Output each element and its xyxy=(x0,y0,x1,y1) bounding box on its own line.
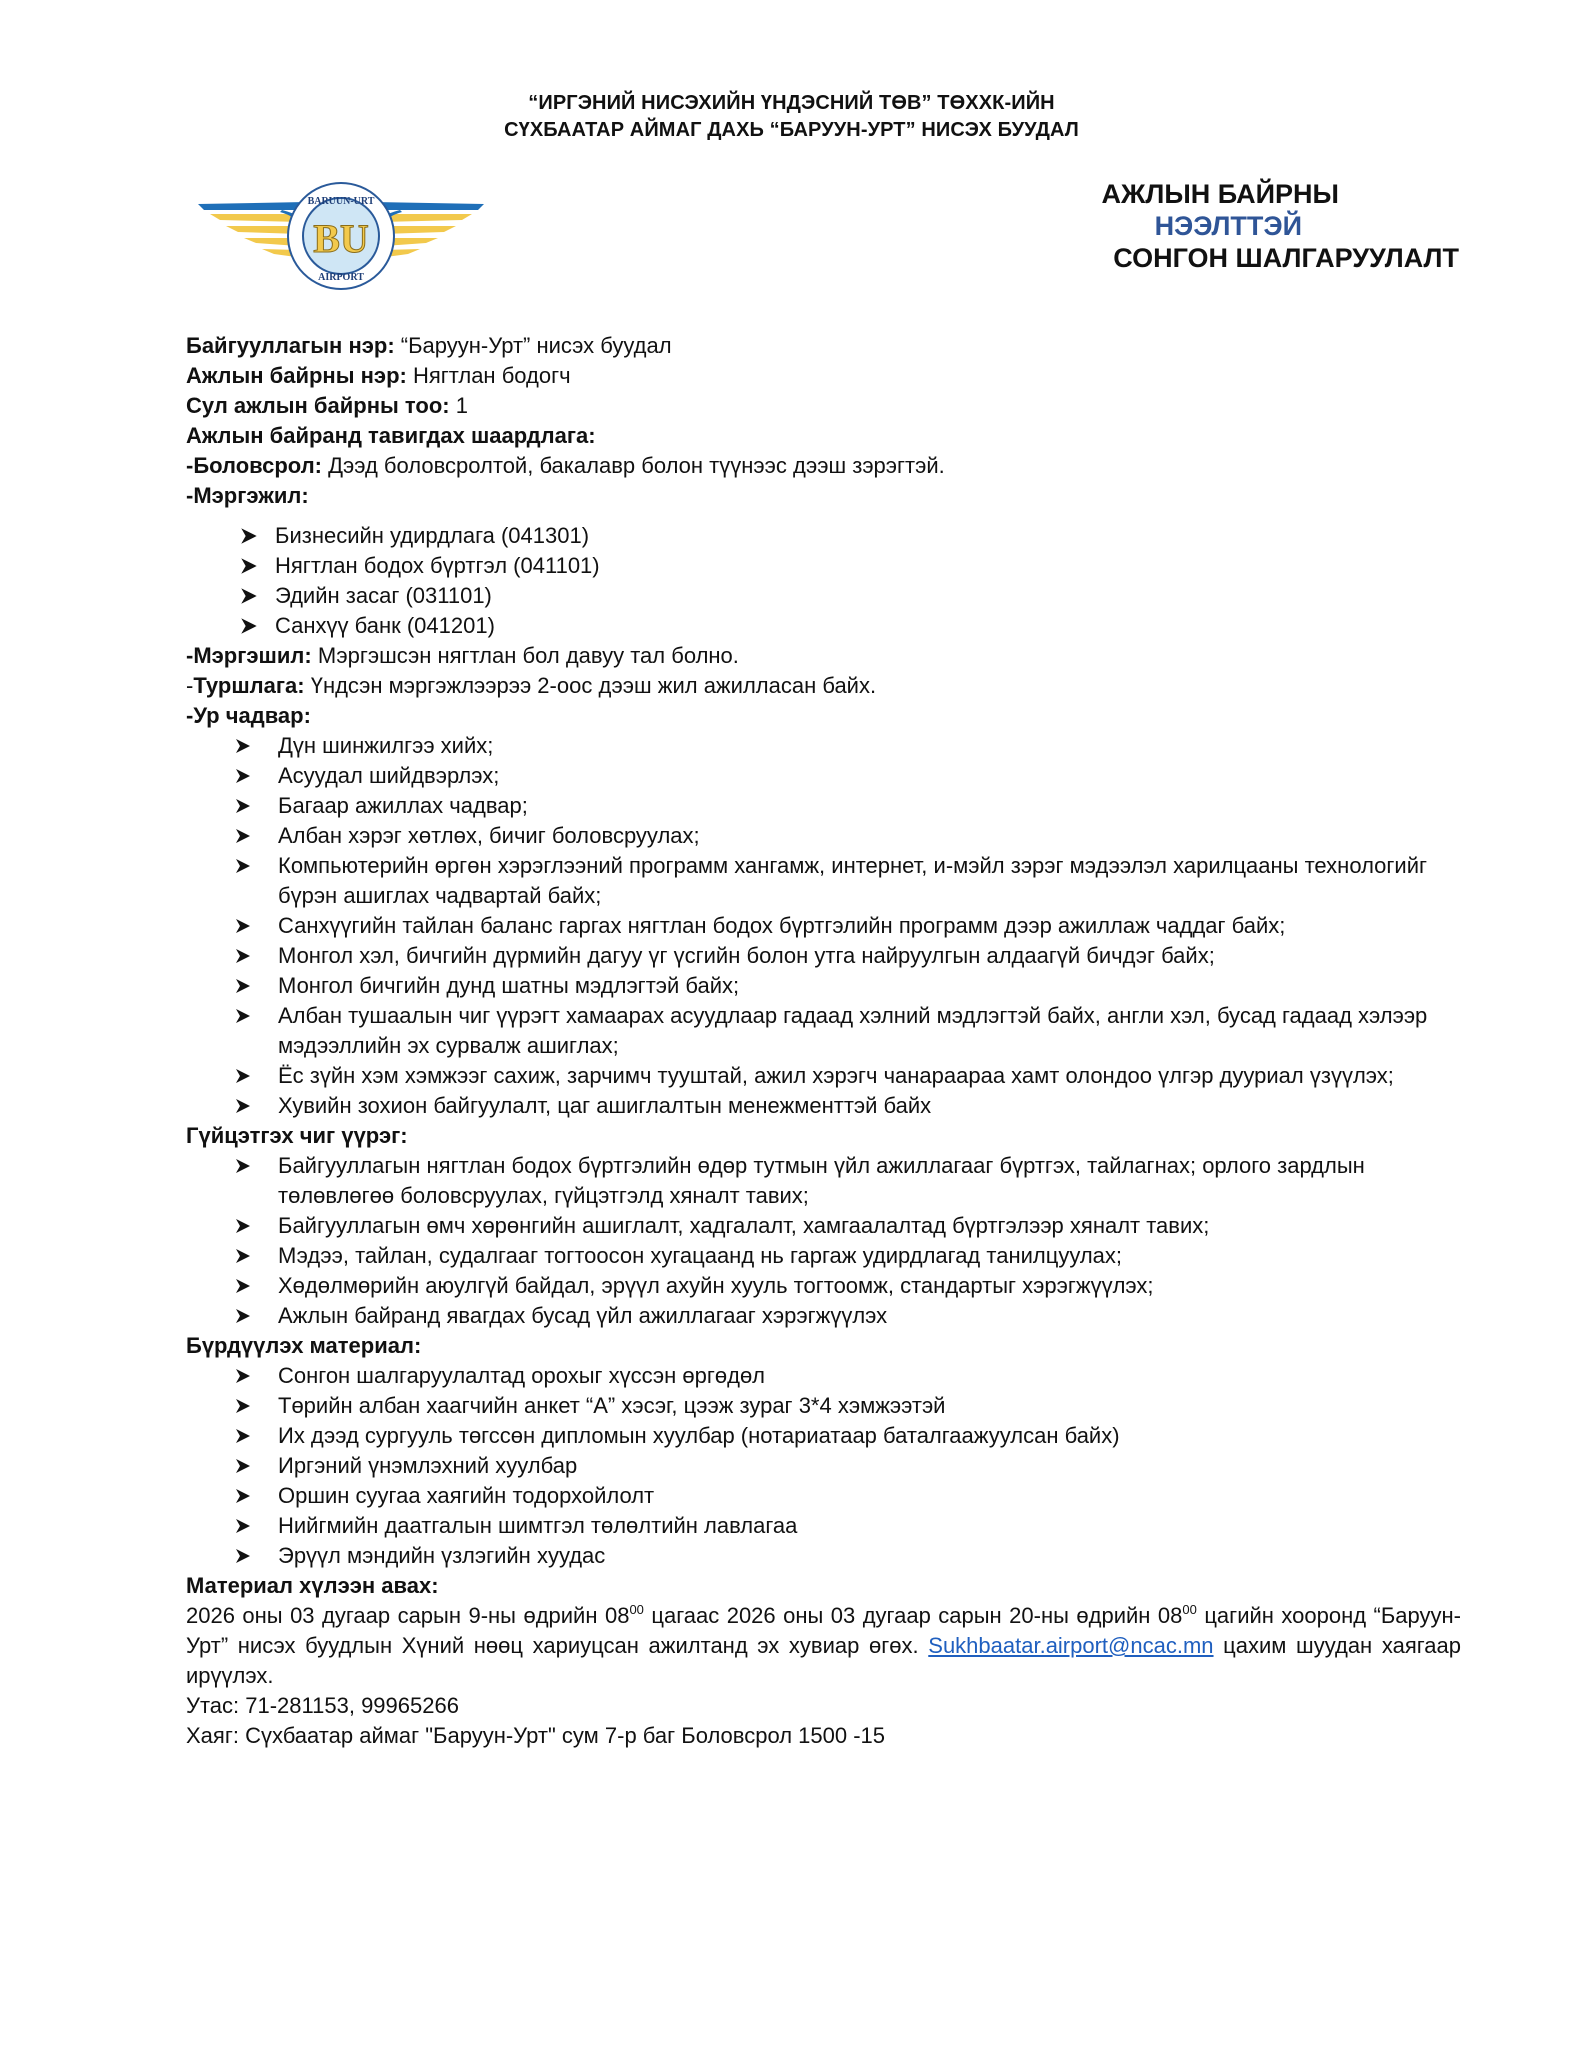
arrowhead-bullet-icon xyxy=(233,1211,253,1241)
vacancy-value: 1 xyxy=(449,393,468,418)
experience-row: -Туршлага: Үндсэн мэргэжлээрээ 2-оос дээш жил ажилласан байх. xyxy=(186,673,877,698)
arrowhead-bullet-icon xyxy=(233,821,253,851)
materials-list xyxy=(186,1361,1461,1571)
duties-list xyxy=(186,1151,1461,1331)
svg-text:BARUUN-URT: BARUUN-URT xyxy=(307,196,375,207)
list-item: Эдийн засаг (031101) xyxy=(186,581,1461,611)
arrowhead-bullet-icon xyxy=(233,1061,253,1091)
list-item: Мэдээ, тайлан, судалгааг тогтоосон хугацаанд нь гаргаж удирдлагад танилцуулах; xyxy=(186,1241,1461,1271)
qualification-label: -Мэргэшил: xyxy=(186,643,312,668)
list-item: Албан хэрэг хөтлөх, бичиг боловсруулах; xyxy=(186,821,1461,851)
title-line-1: АЖЛЫН БАЙРНЫ xyxy=(1101,179,1339,209)
email-link[interactable]: Sukhbaatar.airport@ncac.mn xyxy=(928,1633,1214,1658)
duties-heading: Гүйцэтгэх чиг үүрэг: xyxy=(186,1123,408,1148)
education-label: -Боловсрол: xyxy=(186,453,322,478)
arrowhead-bullet-icon xyxy=(233,731,253,761)
arrowhead-bullet-icon xyxy=(239,551,259,581)
requirements-heading: Ажлын байранд тавигдах шаардлага: xyxy=(186,423,596,448)
svg-text:BU: BU xyxy=(313,216,369,261)
list-item: Төрийн албан хаагчийн анкет “А” хэсэг, цээж зураг 3*4 хэмжээтэй xyxy=(186,1391,1461,1421)
title-line-2: НЭЭЛТТЭЙ xyxy=(1154,211,1302,241)
list-item: Санхүүгийн тайлан баланс гаргах нягтлан бодох бүртгэлийн программ дээр ажиллаж чаддаг байх; xyxy=(186,911,1461,941)
list-item: Монгол хэл, бичгийн дүрмийн дагуу үг үсгийн болон утга найруулгын алдаагүй бичдэг байх; xyxy=(186,941,1461,971)
winged-logo-icon xyxy=(196,180,486,292)
list-item: Асуудал шийдвэрлэх; xyxy=(186,761,1461,791)
list-item: Ёс зүйн хэм хэмжээг сахиж, зарчимч тууштай, ажил хэрэгч чанараараа хамт олондоо үлгэр дууриал үзүүлэх; xyxy=(186,1061,1461,1091)
arrowhead-bullet-icon xyxy=(233,851,253,881)
arrowhead-bullet-icon xyxy=(233,761,253,791)
list-item: Монгол бичгийн дунд шатны мэдлэгтэй байх; xyxy=(186,971,1461,1001)
list-item: Байгууллагын нягтлан бодох бүртгэлийн өдөр тутмын үйл ажиллагааг бүртгэх, тайлагнах; орлого зардлын төлөвлөгөө боловсруулах, гүйцэтгэлд хяналт тавих; xyxy=(186,1151,1461,1211)
header-line-2: СҮХБААТАР АЙМАГ ДАХЬ “БАРУУН-УРТ” НИСЭХ БУУДАЛ xyxy=(504,119,1079,141)
phone-line: Утас: 71-281153, 99965266 xyxy=(186,1693,459,1718)
qualification-row xyxy=(186,641,1461,671)
address-line: Хаяг: Сүхбаатар аймаг "Баруун-Урт" сум 7-р баг Боловсрол 1500 -15 xyxy=(186,1723,886,1748)
materials-heading: Бүрдүүлэх материал: xyxy=(186,1333,422,1358)
arrowhead-bullet-icon xyxy=(233,1361,253,1391)
org-name-row xyxy=(186,331,1461,361)
list-item: Компьютерийн өргөн хэрэглээний программ хангамж, интернет, и-мэйл зэрэг мэдээлэл харилцааны технологийг бүрэн ашиглах чадвартай байх; xyxy=(186,851,1461,911)
list-item: Багаар ажиллах чадвар; xyxy=(186,791,1461,821)
arrowhead-bullet-icon xyxy=(233,1481,253,1511)
vacancy-row xyxy=(186,391,1461,421)
position-row xyxy=(186,361,1461,391)
position-value: Нягтлан бодогч xyxy=(406,363,571,388)
list-item: Нийгмийн даатгалын шимтгэл төлөлтийн лавлагаа xyxy=(186,1511,1461,1541)
list-item: Бизнесийн удирдлага (041301) xyxy=(186,521,1461,551)
vacancy-label: Сул ажлын байрны тоо: xyxy=(186,393,450,418)
submission-heading: Материал хүлээн авах: xyxy=(186,1573,439,1598)
arrowhead-bullet-icon xyxy=(239,521,259,551)
profession-list xyxy=(186,521,1461,641)
profession-heading: -Мэргэжил: xyxy=(186,483,309,508)
qualification-value: Мэргэшсэн нягтлан бол давуу тал болно. xyxy=(311,643,739,668)
arrowhead-bullet-icon xyxy=(233,1301,253,1331)
arrowhead-bullet-icon xyxy=(233,791,253,821)
org-name-value: “Баруун-Урт” нисэх буудал xyxy=(394,333,672,358)
skills-heading: -Ур чадвар: xyxy=(186,703,311,728)
list-item: Хөдөлмөрийн аюулгүй байдал, эрүүл ахуйн хууль тогтоомж, стандартыг хэрэгжүүлэх; xyxy=(186,1271,1461,1301)
org-name-label: Байгууллагын нэр: xyxy=(186,333,395,358)
submission-paragraph: 2026 оны 03 дугаар сарын 9-ны өдрийн $08^{00}$ цагаас 2026 оны 03 дугаар сарын 20-ны өдрийн $08^{00}$ цагийн хооронд “Баруун-Урт” нисэх буудлын Хүний нөөц хариуцсан ажилтанд эх хувиар өгөх. Sukhbaatar.airport@ncac.mn цахим шуудан хаягаар ирүүлэх. xyxy=(186,1602,1461,1688)
position-label: Ажлын байрны нэр: xyxy=(186,363,407,388)
list-item: Сонгон шалгаруулалтад орохыг хүссэн өргөдөл xyxy=(186,1361,1461,1391)
arrowhead-bullet-icon xyxy=(233,1511,253,1541)
skills-list xyxy=(186,731,1461,1121)
arrowhead-bullet-icon xyxy=(239,611,259,641)
experience-value: Үндсэн мэргэжлээрээ 2-оос дээш жил ажилласан байх. xyxy=(304,673,877,698)
organization-header xyxy=(0,90,1583,144)
list-item: Оршин суугаа хаягийн тодорхойлолт xyxy=(186,1481,1461,1511)
announcement-title xyxy=(1101,178,1459,274)
title-line-3: СОНГОН ШАЛГАРУУЛАЛТ xyxy=(1113,243,1459,273)
education-row xyxy=(186,451,1461,481)
arrowhead-bullet-icon xyxy=(233,1151,253,1181)
arrowhead-bullet-icon xyxy=(233,1541,253,1571)
arrowhead-bullet-icon xyxy=(233,941,253,971)
list-item: Нягтлан бодох бүртгэл (041101) xyxy=(186,551,1461,581)
list-item: Эрүүл мэндийн үзлэгийн хуудас xyxy=(186,1541,1461,1571)
list-item: Дүн шинжилгээ хийх; xyxy=(186,731,1461,761)
list-item: Ажлын байранд явагдах бусад үйл ажиллагааг хэрэгжүүлэх xyxy=(186,1301,1461,1331)
airport-logo xyxy=(196,180,486,292)
arrowhead-bullet-icon xyxy=(233,1091,253,1121)
arrowhead-bullet-icon xyxy=(233,1391,253,1421)
document-body xyxy=(186,331,1461,1751)
education-value: Дээд боловсролтой, бакалавр болон түүнээс дээш зэрэгтэй. xyxy=(322,453,945,478)
arrowhead-bullet-icon xyxy=(233,1271,253,1301)
svg-text:AIRPORT: AIRPORT xyxy=(318,272,364,283)
arrowhead-bullet-icon xyxy=(233,971,253,1001)
list-item: Байгууллагын өмч хөрөнгийн ашиглалт, хадгалалт, хамгаалалтад бүртгэлээр хяналт тавих; xyxy=(186,1211,1461,1241)
arrowhead-bullet-icon xyxy=(233,1001,253,1031)
arrowhead-bullet-icon xyxy=(233,1451,253,1481)
arrowhead-bullet-icon xyxy=(233,1421,253,1451)
list-item: Албан тушаалын чиг үүрэгт хамаарах асуудлаар гадаад хэлний мэдлэгтэй байх, англи хэл, бусад гадаад хэлээр мэдээллийн эх сурвалж ашиглах; xyxy=(186,1001,1461,1061)
arrowhead-bullet-icon xyxy=(233,1241,253,1271)
list-item: Санхүү банк (041201) xyxy=(186,611,1461,641)
list-item: Их дээд сургууль төгссөн дипломын хуулбар (нотариатаар баталгаажуулсан байх) xyxy=(186,1421,1461,1451)
list-item: Хувийн зохион байгуулалт, цаг ашиглалтын менежменттэй байх xyxy=(186,1091,1461,1121)
experience-label: Туршлага: xyxy=(193,673,305,698)
header-line-1: “ИРГЭНИЙ НИСЭХИЙН ҮНДЭСНИЙ ТӨВ” ТӨХХК-ИЙН xyxy=(528,92,1055,114)
list-item: Иргэний үнэмлэхний хуулбар xyxy=(186,1451,1461,1481)
arrowhead-bullet-icon xyxy=(233,911,253,941)
arrowhead-bullet-icon xyxy=(239,581,259,611)
